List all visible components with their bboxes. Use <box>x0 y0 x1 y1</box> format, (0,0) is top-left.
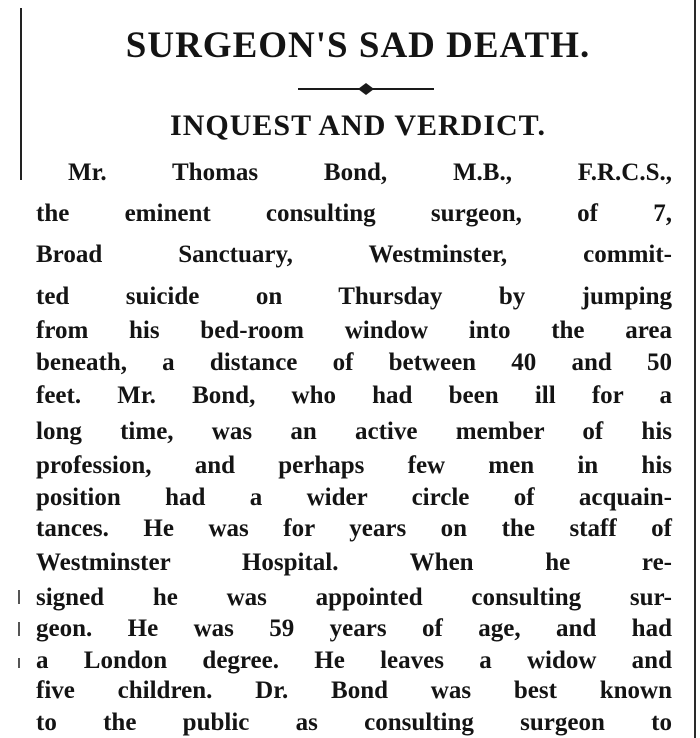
text-line: tances. He was for years on the staff of <box>36 515 672 542</box>
text-line: the eminent consulting surgeon, of 7, <box>36 200 672 227</box>
text-line: position had a wider circle of acquain- <box>36 484 672 511</box>
text-line: five children. Dr. Bond was best known <box>36 677 672 704</box>
text-line: signed he was appointed consulting sur- <box>36 584 672 611</box>
text-line: to the public as consulting surgeon to <box>36 709 672 736</box>
text-line: Broad Sanctuary, Westminster, commit- <box>36 241 672 268</box>
margin-mark <box>18 590 20 604</box>
text-line: Mr. Thomas Bond, M.B., F.R.C.S., <box>68 159 672 186</box>
text-line: profession, and perhaps few men in his <box>36 452 672 479</box>
text-line: feet. Mr. Bond, who had been ill for a <box>36 382 672 409</box>
text-line: ted suicide on Thursday by jumping <box>36 283 672 310</box>
text-line: geon. He was 59 years of age, and had <box>36 615 672 642</box>
text-line: a London degree. He leaves a widow and <box>36 647 672 674</box>
margin-mark <box>18 622 20 636</box>
text-line: long time, was an active member of his <box>36 418 672 445</box>
text-line: from his bed-room window into the area <box>36 317 672 344</box>
text-line: Westminster Hospital. When he re- <box>36 549 672 576</box>
margin-mark <box>18 658 20 668</box>
text-line: beneath, a distance of between 40 and 50 <box>36 349 672 376</box>
subheading: INQUEST AND VERDICT. <box>170 109 546 142</box>
headline: SURGEON'S SAD DEATH. <box>125 25 591 66</box>
